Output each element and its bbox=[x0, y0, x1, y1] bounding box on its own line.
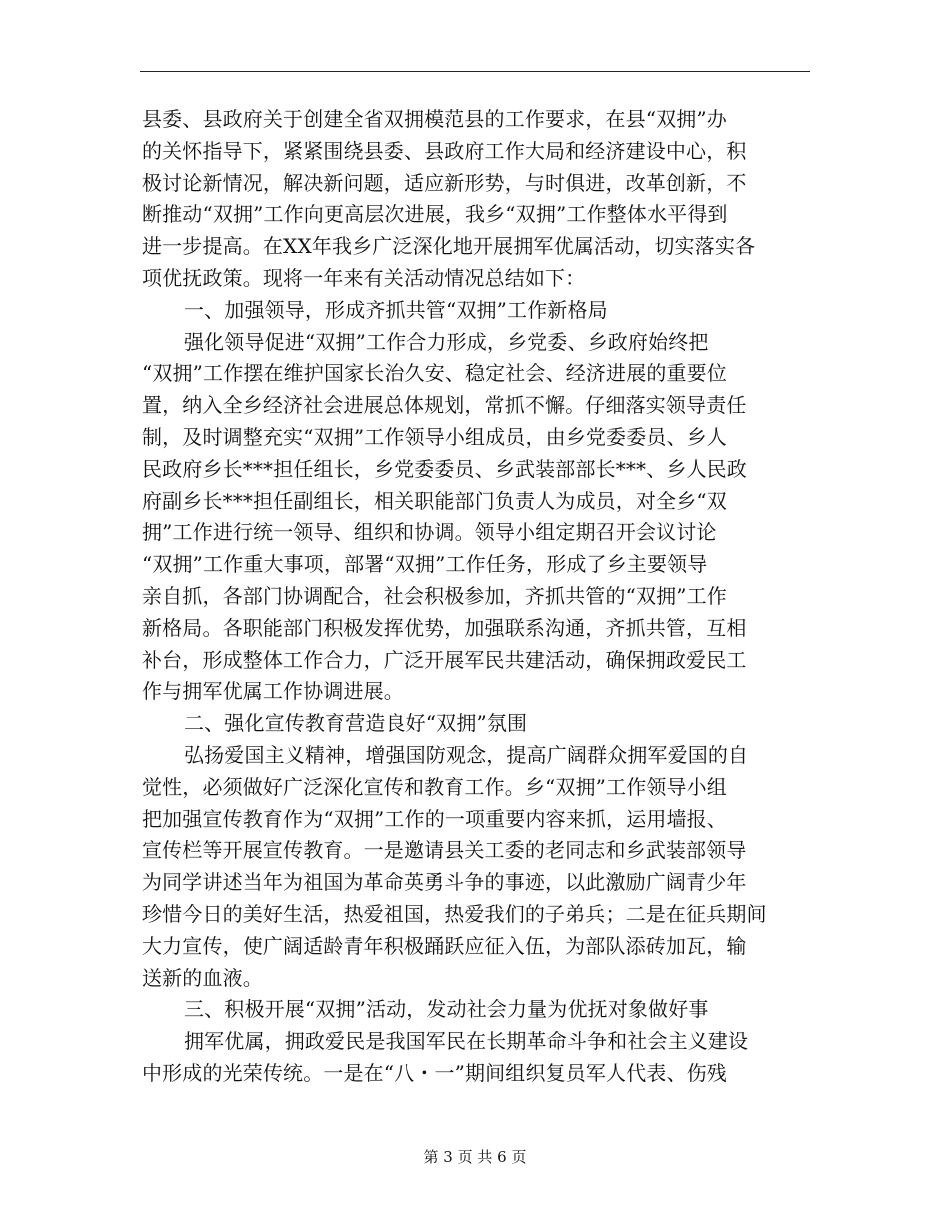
body-line: 送新的血液。 bbox=[142, 965, 263, 990]
body-line: “双拥”工作重大事项，部署“双拥”工作任务，形成了乡主要领导 bbox=[142, 552, 708, 577]
body-line: 制，及时调整充实“双拥”工作领导小组成员，由乡党委委员、乡人 bbox=[142, 424, 727, 449]
body-line: 进一步提高。在XX年我乡广泛深化地开展拥军优属活动，切实落实各 bbox=[142, 234, 756, 259]
body-line: 新格局。各职能部门积极发挥优势，加强联系沟通，齐抓共管，互相 bbox=[142, 615, 747, 640]
body-line: 的关怀指导下，紧紧围绕县委、县政府工作大局和经济建设中心，积 bbox=[142, 138, 747, 163]
body-line: 置，纳入全乡经济社会进展总体规划，常抓不懈。仔细落实领导责任 bbox=[142, 393, 747, 418]
paragraph-start: 拥军优属，拥政爱民是我国军民在长期革命斗争和社会主义建设 bbox=[184, 1029, 749, 1054]
body-line: 宣传栏等开展宣传教育。一是邀请县关工委的老同志和乡武装部领导 bbox=[142, 838, 747, 863]
page-number: 第 3 页 共 6 页 bbox=[423, 1148, 527, 1166]
body-line: 断推动“双拥”工作向更高层次进展，我乡“双拥”工作整体水平得到 bbox=[142, 202, 728, 227]
body-line: 把加强宣传教育作为“双拥”工作的一项重要内容来抓，运用墙报、 bbox=[142, 806, 727, 831]
body-line: 亲自抓，各部门协调配合，社会积极参加，齐抓共管的“双拥”工作 bbox=[142, 583, 727, 608]
body-line: “双拥”工作摆在维护国家长治久安、稳定社会、经济进展的重要位 bbox=[142, 361, 727, 386]
document-body bbox=[142, 104, 812, 1090]
body-line: 拥”工作进行统一领导、组织和协调。领导小组定期召开会议讨论 bbox=[142, 520, 717, 545]
body-line: 中形成的光荣传统。一是在“八・一”期间组织复员军人代表、伤残 bbox=[142, 1060, 727, 1085]
body-line: 府副乡长***担任副组长，相关职能部门负责人为成员，对全乡“双 bbox=[142, 488, 727, 513]
body-line: 项优抚政策。现将一年来有关活动情况总结如下： bbox=[142, 265, 586, 290]
section-heading-1: 一、加强领导，形成齐抓共管“双拥”工作新格局 bbox=[184, 297, 608, 322]
paragraph-start: 弘扬爱国主义精神，增强国防观念，提高广阔群众拥军爱国的自 bbox=[184, 742, 749, 767]
body-line: 觉性，必须做好广泛深化宣传和教育工作。乡“双拥”工作领导小组 bbox=[142, 774, 727, 799]
section-heading-3: 三、积极开展“双拥”活动，发动社会力量为优抚对象做好事 bbox=[184, 997, 709, 1022]
body-line: 县委、县政府关于创建全省双拥模范县的工作要求，在县“双拥”办 bbox=[142, 107, 727, 131]
paragraph-start: 强化领导促进“双拥”工作合力形成，乡党委、乡政府始终把 bbox=[184, 329, 709, 354]
body-line: 珍惜今日的美好生活，热爱祖国，热爱我们的子弟兵；二是在征兵期间 bbox=[142, 901, 767, 926]
body-line: 民政府乡长***担任组长，乡党委委员、乡武装部部长***、乡人民政 bbox=[142, 456, 747, 481]
body-line: 大力宣传，使广阔适龄青年积极踊跃应征入伍，为部队添砖加瓦，输 bbox=[142, 933, 747, 958]
body-line: 作与拥军优属工作协调进展。 bbox=[142, 679, 404, 704]
header-rule bbox=[140, 71, 810, 72]
body-line: 极讨论新情况，解决新问题，适应新形势，与时俱进，改革创新，不 bbox=[142, 170, 747, 195]
body-line: 为同学讲述当年为祖国为革命英勇斗争的事迹，以此激励广阔青少年 bbox=[142, 870, 747, 895]
body-line: 补台，形成整体工作合力，广泛开展军民共建活动，确保拥政爱民工 bbox=[142, 647, 747, 672]
section-heading-2: 二、强化宣传教育营造良好“双拥”氛围 bbox=[184, 711, 528, 736]
